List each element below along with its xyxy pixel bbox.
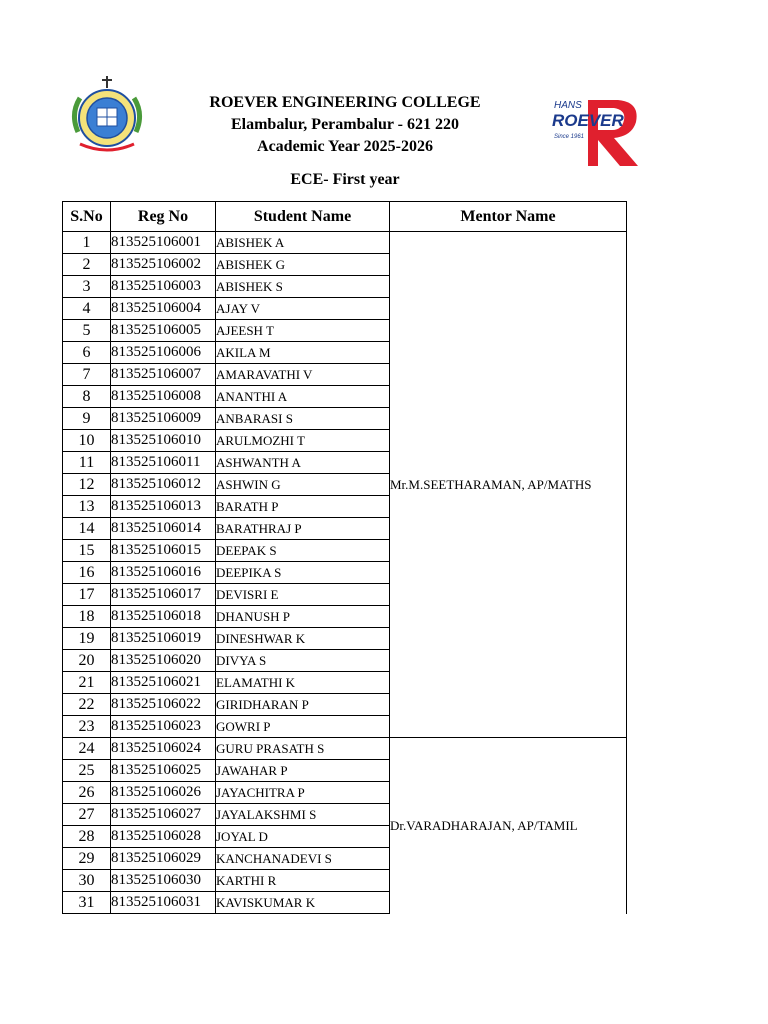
cell-sno: 25 (63, 760, 111, 782)
college-name: ROEVER ENGINEERING COLLEGE (209, 94, 481, 111)
cell-sno: 23 (63, 716, 111, 738)
cell-student-name: KARTHI R (216, 870, 390, 892)
cell-student-name: ASHWIN G (216, 474, 390, 496)
roever-text: ROEVER (552, 111, 624, 130)
cell-sno: 1 (63, 232, 111, 254)
cell-student-name: DEEPIKA S (216, 562, 390, 584)
cell-sno: 27 (63, 804, 111, 826)
cell-mentor-name: Dr.VARADHARAJAN, AP/TAMIL (390, 738, 627, 914)
cell-student-name: KAVISKUMAR K (216, 892, 390, 914)
header-sno: S.No (63, 202, 111, 232)
cell-sno: 2 (63, 254, 111, 276)
cell-sno: 6 (63, 342, 111, 364)
cell-reg-no: 813525106012 (111, 474, 216, 496)
cell-reg-no: 813525106009 (111, 408, 216, 430)
college-address: Elambalur, Perambalur - 621 220 (230, 116, 459, 133)
cell-reg-no: 813525106014 (111, 518, 216, 540)
cell-student-name: GIRIDHARAN P (216, 694, 390, 716)
cell-student-name: ARULMOZHI T (216, 430, 390, 452)
cell-sno: 7 (63, 364, 111, 386)
cell-sno: 29 (63, 848, 111, 870)
cell-sno: 24 (63, 738, 111, 760)
student-mentor-table (62, 201, 627, 914)
cell-reg-no: 813525106008 (111, 386, 216, 408)
cell-reg-no: 813525106017 (111, 584, 216, 606)
hans-text: HANS (554, 100, 582, 111)
cell-sno: 20 (63, 650, 111, 672)
cell-reg-no: 813525106007 (111, 364, 216, 386)
cell-student-name: BARATH P (216, 496, 390, 518)
cell-student-name: AJAY V (216, 298, 390, 320)
cell-reg-no: 813525106021 (111, 672, 216, 694)
cell-student-name: DHANUSH P (216, 606, 390, 628)
cell-sno: 4 (63, 298, 111, 320)
cell-student-name: KANCHANADEVI S (216, 848, 390, 870)
cell-student-name: AKILA M (216, 342, 390, 364)
cell-student-name: ANANTHI A (216, 386, 390, 408)
table-row (63, 738, 627, 760)
cell-sno: 15 (63, 540, 111, 562)
cell-student-name: ABISHEK G (216, 254, 390, 276)
cell-reg-no: 813525106027 (111, 804, 216, 826)
cell-sno: 13 (63, 496, 111, 518)
cell-reg-no: 813525106001 (111, 232, 216, 254)
cell-reg-no: 813525106005 (111, 320, 216, 342)
header-student-name: Student Name (216, 202, 390, 232)
academic-year: Academic Year 2025-2026 (257, 138, 433, 155)
cell-student-name: AMARAVATHI V (216, 364, 390, 386)
cell-reg-no: 813525106011 (111, 452, 216, 474)
cell-student-name: GURU PRASATH S (216, 738, 390, 760)
hans-roever-logo (548, 96, 642, 168)
cell-sno: 12 (63, 474, 111, 496)
cell-student-name: ABISHEK S (216, 276, 390, 298)
cell-sno: 10 (63, 430, 111, 452)
college-header (150, 92, 540, 158)
cell-reg-no: 813525106018 (111, 606, 216, 628)
cell-mentor-name: Mr.M.SEETHARAMAN, AP/MATHS (390, 232, 627, 738)
cell-sno: 19 (63, 628, 111, 650)
cell-sno: 18 (63, 606, 111, 628)
cell-student-name: JAYACHITRA P (216, 782, 390, 804)
cell-sno: 17 (63, 584, 111, 606)
cell-reg-no: 813525106002 (111, 254, 216, 276)
cell-student-name: JAWAHAR P (216, 760, 390, 782)
cell-sno: 26 (63, 782, 111, 804)
cell-student-name: DEVISRI E (216, 584, 390, 606)
cell-reg-no: 813525106026 (111, 782, 216, 804)
cell-reg-no: 813525106028 (111, 826, 216, 848)
cell-reg-no: 813525106023 (111, 716, 216, 738)
cell-sno: 21 (63, 672, 111, 694)
cell-student-name: ELAMATHI K (216, 672, 390, 694)
cell-student-name: ANBARASI S (216, 408, 390, 430)
cell-student-name: AJEESH T (216, 320, 390, 342)
cell-reg-no: 813525106022 (111, 694, 216, 716)
cell-sno: 8 (63, 386, 111, 408)
table-body (63, 232, 627, 914)
cell-sno: 22 (63, 694, 111, 716)
cell-sno: 28 (63, 826, 111, 848)
cell-reg-no: 813525106006 (111, 342, 216, 364)
cell-sno: 11 (63, 452, 111, 474)
cell-reg-no: 813525106016 (111, 562, 216, 584)
cell-reg-no: 813525106019 (111, 628, 216, 650)
cell-student-name: ABISHEK A (216, 232, 390, 254)
cell-student-name: ASHWANTH A (216, 452, 390, 474)
cell-reg-no: 813525106029 (111, 848, 216, 870)
header-mentor-name: Mentor Name (390, 202, 627, 232)
class-title: ECE- First year (290, 171, 400, 188)
cell-reg-no: 813525106020 (111, 650, 216, 672)
cell-student-name: GOWRI P (216, 716, 390, 738)
cell-sno: 31 (63, 892, 111, 914)
cell-reg-no: 813525106010 (111, 430, 216, 452)
cell-reg-no: 813525106030 (111, 870, 216, 892)
table-row (63, 232, 627, 254)
cell-sno: 5 (63, 320, 111, 342)
cell-reg-no: 813525106004 (111, 298, 216, 320)
cell-student-name: DINESHWAR K (216, 628, 390, 650)
cell-student-name: JAYALAKSHMI S (216, 804, 390, 826)
cell-student-name: JOYAL D (216, 826, 390, 848)
cell-reg-no: 813525106015 (111, 540, 216, 562)
cell-reg-no: 813525106013 (111, 496, 216, 518)
cell-sno: 30 (63, 870, 111, 892)
cell-student-name: DEEPAK S (216, 540, 390, 562)
cell-student-name: DIVYA S (216, 650, 390, 672)
cell-sno: 3 (63, 276, 111, 298)
header-reg-no: Reg No (111, 202, 216, 232)
since-text: Since 1961 (554, 134, 585, 140)
college-seal-logo (66, 74, 148, 160)
table-header-row (63, 202, 627, 232)
cell-reg-no: 813525106025 (111, 760, 216, 782)
cell-sno: 9 (63, 408, 111, 430)
cell-sno: 16 (63, 562, 111, 584)
cell-sno: 14 (63, 518, 111, 540)
cell-reg-no: 813525106031 (111, 892, 216, 914)
cell-reg-no: 813525106003 (111, 276, 216, 298)
cell-reg-no: 813525106024 (111, 738, 216, 760)
cell-student-name: BARATHRAJ P (216, 518, 390, 540)
